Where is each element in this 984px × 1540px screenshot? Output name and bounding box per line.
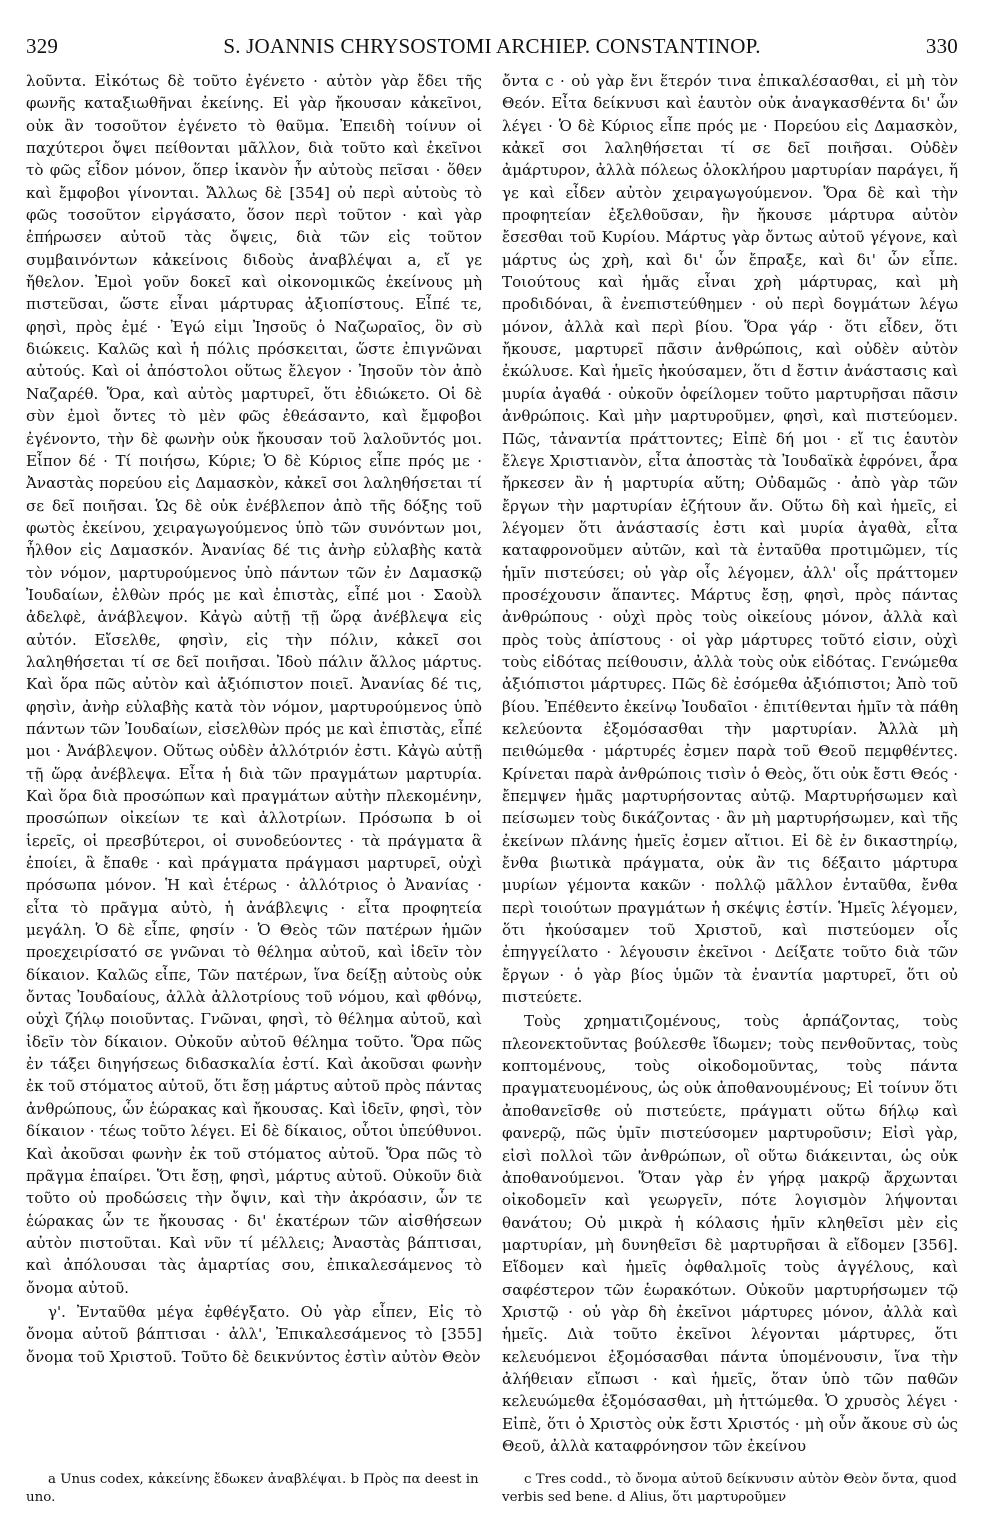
left-paragraph-2: γ'. Ἐνταῦθα μέγα ἐφθέγξατο. Οὐ γὰρ εἶπεν, Εἰς τὸ ὄνομα αὐτοῦ βάπτισαι · ἀλλ', Ἐπικαλεσάμενος τὸ [355] ὄνομα τοῦ Χριστοῦ. Τοῦτο δὲ δεικνύντος ἐστὶν αὐτὸν Θεὸν xyxy=(26,1302,482,1366)
right-paragraph-1: ὄντα c · οὐ γὰρ ἔνι ἕτερόν τινα ἐπικαλέσασθαι, εἰ μὴ τὸν Θεόν. Εἶτα δείκνυσι καὶ ἑαυτὸν οὐκ ἀναγκασθέντα δι' ὧν λέγει · Ὁ δὲ Κύριος εἶπε πρός με · Πορεύου εἰς Δαμασκὸν, κἀκεῖ σοι λαληθήσεται τί σε δεῖ ποιῆσαι. Οὐδὲν ἀμάρτυρον, ἀλλὰ πόλεως ὁλοκλήρου μαρτυρίαν παράγει, ἥ γε καὶ εἶδεν αὐτὸν χειραγωγούμενον. Ὅρα δὲ καὶ τὴν προφητείαν ἐξελθοῦσαν, ἣν ἤκουσε μάρτυρα αὐτὸν ἔσεσθαι τοῦ Κυρίου. Μάρτυς γὰρ ὄντως αὐτοῦ γέγονε, καὶ μάρτυς ὡς χρὴ, καὶ δι' ὧν ἔπραξε, καὶ δι' ὧν εἶπε. Τοιούτους καὶ ἡμᾶς εἶναι χρὴ μάρτυρας, καὶ μὴ προδιδόναι, ἃ ἐνεπιστεύθημεν · οὐ περὶ δογμάτων λέγω μόνον, ἀλλὰ καὶ περὶ βίου. Ὅρα γάρ · ὅτι εἶδεν, ὅτι ἤκουσε, μαρτυρεῖ πᾶσιν ἀνθρώποις, καὶ οὐδὲν αὐτὸν ἐκώλυσε. Καὶ ἡμεῖς ἠκούσαμεν, ὅτι d ἔστιν ἀνάστασις καὶ μυρία ἀγαθά · οὐκοῦν ὀφείλομεν τοῦτο μαρτυρῆσαι πᾶσιν ἀνθρώποις. Καὶ μὴν μαρτυροῦμεν, φησὶ, καὶ πιστεύομεν. Πῶς, τἀναντία πράττοντες; Εἰπὲ δή μοι · εἴ τις ἑαυτὸν ἔλεγε Χριστιανὸν, εἶτα ἀποστὰς τὰ Ἰουδαϊκὰ ἐφρόνει, ἆρα ἤρκεσεν ἂν ἡ μαρτυρία αὕτη; Οὐδαμῶς · ἀπὸ γὰρ τῶν ἔργων τὴν μαρτυρίαν ἐζήτουν ἄν. Οὕτω δὴ καὶ ἡμεῖς, εἰ λέγομεν ὅτι ἀνάστασίς ἐστι καὶ μυρία ἀγαθὰ, εἶτα καταφρονοῦμεν αὐτῶν, καὶ τὰ ἐνταῦθα προτιμῶμεν, τίς ἡμῖν πιστεύσει; οὐ γὰρ οἷς λέγομεν, ἀλλ' οἷς πράττομεν προσέχουσιν ἅπαντες. Μάρτυς ἔσῃ, φησὶ, πρὸς πάντας ἀνθρώπους · οὐχὶ πρὸς τοὺς οἰκείους μόνον, ἀλλὰ καὶ πρὸς τοὺς ἀπίστους · οἱ γὰρ μάρτυρες τοῦτό εἰσιν, οὐχὶ τοὺς εἰδότας πείθουσιν, ἀλλὰ τοὺς οὐκ εἰδότας. Γενώμεθα ἀξιόπιστοι μάρτυρες. Πῶς δὲ ἐσόμεθα ἀξιόπιστοι; Ἀπὸ τοῦ βίου. Ἐπέθεντο ἐκείνῳ Ἰουδαῖοι · ἐπιτίθενται ἡμῖν τὰ πάθη κελεύοντα ἐξομόσασθαι τὴν μαρτυρίαν. Ἀλλὰ μὴ πειθώμεθα · μάρτυρές ἐσμεν παρὰ τοῦ Θεοῦ πεμφθέντες. Κρίνεται παρὰ ἀνθρώποις τισὶν ὁ Θεὸς, ὅτι οὐκ ἔστι Θεός · ἔπεμψεν ἡμᾶς μαρτυρήσοντας αὐτῷ. Μαρτυρήσωμεν καὶ πείσωμεν τοὺς δικάζοντας · ἂν μὴ μαρτυρήσωμεν, καὶ τῆς ἐκείνων πλάνης ἡμεῖς ἐσμεν αἴτιοι. Εἰ δὲ ἐν δικαστηρίῳ, ἔνθα βιωτικὰ πράγματα, οὐκ ἂν τις δέξαιτο μάρτυρα μυρίων γέμοντα κακῶν · πολλῷ μᾶλλον ἐνταῦθα, ἔνθα περὶ τοιούτων πραγμάτων ἡ σκέψις ἐστίν. Ἡμεῖς λέγομεν, ὅτι ἠκούσαμεν τοῦ Χριστοῦ, καὶ πιστεύομεν οἷς ἐπηγγείλατο · λέγουσιν ἐκεῖνοι · Δείξατε τοῦτο διὰ τῶν ἔργων · ὁ γὰρ βίος ὑμῶν τὰ ἐναντία μαρτυρεῖ, ὅτι οὐ πιστεύετε. xyxy=(502,72,958,1007)
footnote-right: c Tres codd., τὸ ὄνομα αὐτοῦ δείκνυσιν αὐτὸν Θεὸν ὄντα, quod verbis sed bene. d Alius, ὅτι μαρτυροῦμεν xyxy=(502,1472,957,1506)
page-number-right: 330 xyxy=(925,34,958,58)
left-column xyxy=(26,70,482,1457)
text-columns xyxy=(26,70,958,1457)
left-paragraph-1: λοῦντα. Εἰκότως δὲ τοῦτο ἐγένετο · αὐτὸν γὰρ ἔδει τῆς φωνῆς καταξιωθῆναι ἐκείνης. Εἰ γὰρ ἤκουσαν κἀκεῖνοι, οὐκ ἂν τοσοῦτον ἐγένετο τὸ θαῦμα. Ἐπειδὴ τοίνυν οἱ παχύτεροι ὄψει πείθονται μᾶλλον, διὰ τοῦτο καὶ ἐκεῖνοι τὸ φῶς εἶδον μόνον, ὅπερ ἱκανὸν ἦν αὐτοὺς πεῖσαι · ὅθεν καὶ ἔμφοβοι γίνονται. Ἄλλως δὲ [354] οὐ περὶ αὐτοὺς τὸ φῶς τοσοῦτον εἰργάσατο, ὅσον περὶ τοῦτον · καὶ γὰρ ἐπήρωσεν αὐτοῦ τὰς ὄψεις, διὰ τῶν εἰς τοῦτον συμβαινόντων κἀκείνοις διδοὺς ἀναβλέψαι a, εἴ γε ἤθελον. Ἐμοὶ γοῦν δοκεῖ καὶ οἰκονομικῶς ἐκείνους μὴ πιστεῦσαι, ὥστε εἶναι μάρτυρας ἀξιοπίστους. Εἶπέ τε, φησὶ, πρὸς ἐμέ · Ἐγώ εἰμι Ἰησοῦς ὁ Ναζωραῖος, ὃν σὺ διώκεις. Καλῶς καὶ ἡ πόλις πρόσκειται, ὥστε ἐπιγνῶναι αὐτούς. Καὶ οἱ ἀπόστολοι οὕτως ἔλεγον · Ἰησοῦν τὸν ἀπὸ Ναζαρέθ. Ὅρα, καὶ αὐτὸς μαρτυρεῖ, ὅτι ἐδιώκετο. Οἱ δὲ σὺν ἐμοὶ ὄντες τὸ μὲν φῶς ἐθεάσαντο, καὶ ἔμφοβοι ἐγένοντο, τὴν δὲ φωνὴν οὐκ ἤκουσαν τοῦ λαλοῦντός μοι. Εἶπον δέ · Τί ποιήσω, Κύριε; Ὁ δὲ Κύριος εἶπε πρός με · Ἀναστὰς πορεύου εἰς Δαμασκὸν, κἀκεῖ σοι λαληθήσεται τί σε δεῖ ποιῆσαι. Ὡς δὲ οὐκ ἐνέβλεπον ἀπὸ τῆς δόξης τοῦ φωτὸς ἐκείνου, χειραγωγούμενος ὑπὸ τῶν συνόντων μοι, ἦλθον εἰς Δαμασκόν. Ἀνανίας δέ τις ἀνὴρ εὐλαβὴς κατὰ τὸν νόμον, μαρτυρούμενος ὑπὸ πάντων τῶν ἐν Δαμασκῷ Ἰουδαίων, ἐλθὼν πρός με καὶ ἐπιστὰς, εἶπέ μοι · Σαοὺλ ἀδελφὲ, ἀνάβλεψον. Κἀγὼ αὐτῇ τῇ ὥρᾳ ἀνέβλεψα εἰς αὐτόν. Εἴσελθε, φησὶν, εἰς τὴν πόλιν, κἀκεῖ σοι λαληθήσεται τί σε δεῖ ποιῆσαι. Ἰδοὺ πάλιν ἄλλος μάρτυς. Καὶ ὅρα πῶς αὐτὸν καὶ ἀξιόπιστον ποιεῖ. Ἀνανίας δέ τις, φησὶν, ἀνὴρ εὐλαβὴς κατὰ τὸν νόμον, μαρτυρούμενος ὑπὸ πάντων τῶν Ἰουδαίων, εἰσελθὼν πρός με καὶ ἐπιστὰς, εἶπέ μοι · Ἀνάβλεψον. Οὕτως οὐδὲν ἀλλότριόν ἐστι. Κἀγὼ αὐτῇ τῇ ὥρᾳ ἀνέβλεψα. Εἶτα ἡ διὰ τῶν πραγμάτων μαρτυρία. Καὶ ὅρα διὰ προσώπων καὶ πραγμάτων αὐτὴν πλεκομένην, προσώπων οἰκείων τε καὶ ἀλλοτρίων. Πρόσωπα b οἱ ἱερεῖς, οἱ πρεσβύτεροι, οἱ συνοδεύοντες · τὰ πράγματα ἃ ἐποίει, ἃ ἔπαθε · καὶ πράγματα πράγμασι μαρτυρεῖ, οὐχὶ πρόσωπα μόνον. Ἡ καὶ ἑτέρως · ἀλλότριος ὁ Ἀνανίας · εἶτα τὸ πρᾶγμα αὐτὸ, ἡ ἀνάβλεψις · εἶτα προφητεία μεγάλη. Ὁ δὲ εἶπε, φησίν · Ὁ Θεὸς τῶν πατέρων ἡμῶν προεχειρίσατό σε γνῶναι τὸ θέλημα αὐτοῦ, καὶ ἰδεῖν τὸν δίκαιον. Καλῶς εἶπε, Τῶν πατέρων, ἵνα δείξῃ αὐτοὺς οὐκ ὄντας Ἰουδαίους, ἀλλὰ ἀλλοτρίους τοῦ νόμου, καὶ φθόνῳ, οὐχὶ ζήλῳ ποιοῦντας. Γνῶναι, φησὶ, τὸ θέλημα αὐτοῦ, καὶ ἰδεῖν τὸν δίκαιον. Οὐκοῦν αὐτοῦ θέλημα τοῦτο. Ὅρα πῶς ἐν τάξει διηγήσεως διδασκαλία ἐστί. Καὶ ἀκοῦσαι φωνὴν ἐκ τοῦ στόματος αὐτοῦ, ὅτι ἔσῃ μάρτυς αὐτοῦ πρὸς πάντας ἀνθρώπους, ὧν ἑώρακας καὶ ἤκουσας. Καὶ ἰδεῖν, φησὶ, τὸν δίκαιον · τέως τοῦτο λέγει. Εἰ δὲ δίκαιος, οὗτοι ὑπεύθυνοι. Καὶ ἀκοῦσαι φωνὴν ἐκ τοῦ στόματος αὐτοῦ. Ὅρα πῶς τὸ πρᾶγμα ἐπαίρει. Ὅτι ἔσῃ, φησὶ, μάρτυς αὐτοῦ. Οὐκοῦν διὰ τοῦτο οὐ προδώσεις τὴν ὄψιν, καὶ τὴν ἀκρόασιν, ὧν τε ἑώρακας ὧν τε ἤκουσας · δι' ἑκατέρων τῶν αἰσθήσεων αὐτὸν πιστοῦται. Καὶ νῦν τί μέλλεις; Ἀναστὰς βάπτισαι, καὶ ἀπόλουσαι τὰς ἁμαρτίας σου, ἐπικαλεσάμενος τὸ ὄνομα αὐτοῦ. xyxy=(26,72,482,1297)
right-column xyxy=(502,70,958,1457)
running-title: S. JOANNIS CHRYSOSTOMI ARCHIEP. CONSTANTINOP. xyxy=(223,34,761,58)
page-number-left: 329 xyxy=(26,34,59,58)
footnote-left: a Unus codex, κἀκείνης ἔδωκεν ἀναβλέψαι. b Πρὸς πα deest in uno. xyxy=(26,1472,479,1506)
footnotes xyxy=(26,1471,958,1507)
running-header xyxy=(26,34,958,64)
right-paragraph-2: Τοὺς χρηματιζομένους, τοὺς ἁρπάζοντας, τοὺς πλεονεκτοῦντας βούλεσθε ἴδωμεν; τοὺς πενθοῦντας, τοὺς κοπτομένους, τοὺς οἰκοδομοῦντας, τοὺς πάντα πραγματευομένους, ὡς οὐκ ἀποθανουμένους; Εἰ τοίνυν ὅτι ἀποθανεῖσθε οὐ πιστεύετε, πράγματι οὕτω δήλῳ καὶ φανερῷ, πῶς ὑμῖν πιστεύσομεν μαρτυροῦσιν; Εἰσὶ γὰρ, εἰσὶ πολλοὶ τῶν ἀνθρώπων, οἳ οὕτω διάκεινται, ὡς οὐκ ἀποθανούμενοι. Ὅταν γὰρ ἐν γήρᾳ μακρῷ ἄρχωνται οἰκοδομεῖν καὶ γεωργεῖν, πότε λογισμὸν λήψονται θανάτου; Οὐ μικρὰ ἡ κόλασις ἡμῖν κληθεῖσι μὲν εἰς μαρτυρίαν, μὴ δυνηθεῖσι δὲ μαρτυρῆσαι ἃ εἴδομεν [356]. Εἴδομεν καὶ ἡμεῖς ὀφθαλμοῖς τοὺς ἀγγέλους, καὶ σαφέστερον τῶν ἑωρακότων. Οὐκοῦν μαρτυρήσωμεν τῷ Χριστῷ · οὐ γὰρ δὴ ἐκεῖνοι μάρτυρες μόνον, ἀλλὰ καὶ ἡμεῖς. Διὰ τοῦτο ἐκεῖνοι λέγονται μάρτυρες, ὅτι κελευόμενοι ἐξομόσασθαι πάντα ὑπομένουσιν, ἵνα τὴν ἀλήθειαν εἴπωσι · καὶ ἡμεῖς, ὅταν ὑπὸ τῶν παθῶν κελευώμεθα ἐξομόσασθαι, μὴ ἡττώμεθα. Ὁ χρυσὸς λέγει · Εἰπὲ, ὅτι ὁ Χριστὸς οὐκ ἔστι Χριστός · μὴ οὖν ἄκουε σὺ ὡς Θεοῦ, ἀλλὰ καταφρόνησον τῶν ἐκείνου xyxy=(502,1012,958,1455)
